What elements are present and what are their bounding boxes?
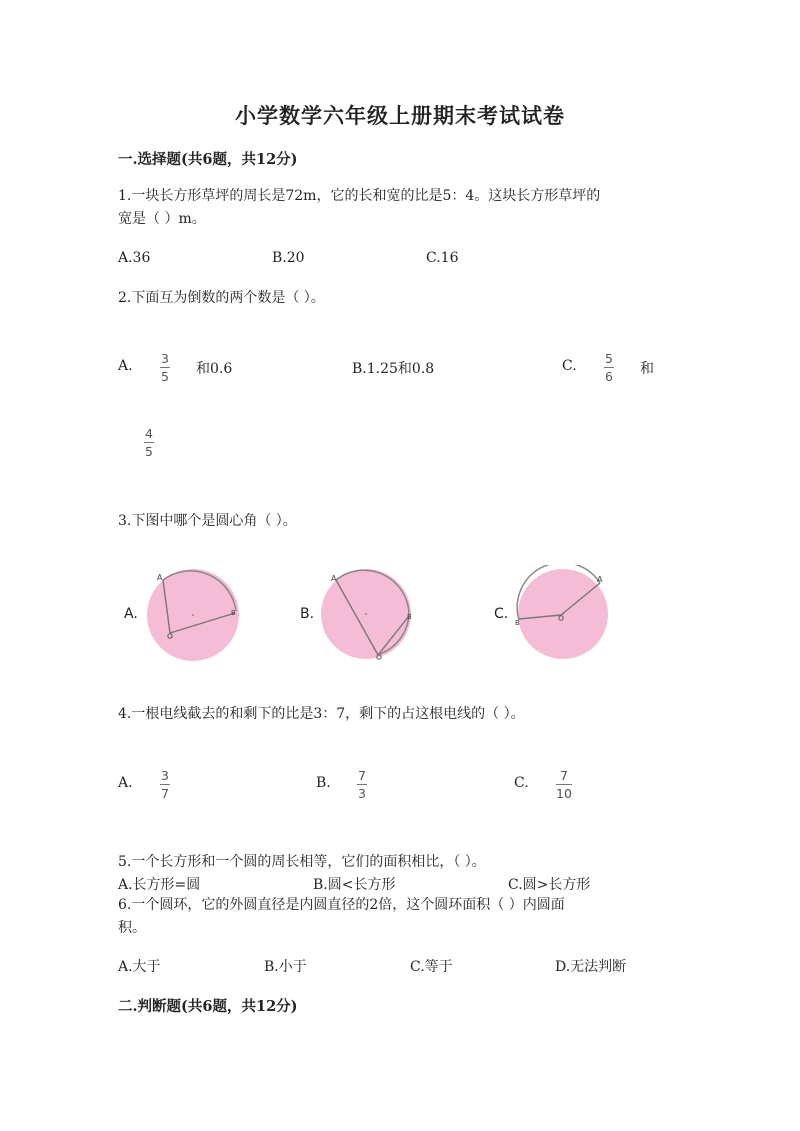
question-4-option-a-label[interactable]: A. bbox=[118, 775, 133, 791]
fraction-numerator: 3 bbox=[161, 351, 169, 366]
question-2-option-c-fraction bbox=[604, 351, 614, 384]
fraction-bar bbox=[144, 442, 154, 443]
fraction-denominator: 7 bbox=[161, 786, 169, 801]
fraction-denominator: 3 bbox=[358, 786, 366, 801]
circle-b-center-dot bbox=[365, 613, 367, 615]
section-heading-judgement: 二.判断题(共6题，共12分) bbox=[118, 998, 298, 1015]
circle-c-center-dot bbox=[562, 613, 564, 615]
circle-c-label-b: B bbox=[515, 619, 520, 627]
page-title: 小学数学六年级上册期末考试试卷 bbox=[235, 103, 565, 128]
question-1-line1: 1.一块长方形草坪的周长是72m，它的长和宽的比是5：4。这块长方形草坪的 bbox=[118, 188, 601, 204]
section-heading-choice: 一.选择题(共6题，共12分) bbox=[118, 151, 298, 168]
fraction-numerator: 5 bbox=[605, 351, 613, 366]
question-1-option-a[interactable]: A.36 bbox=[118, 250, 151, 266]
circle-figure-b bbox=[316, 565, 426, 665]
question-3-option-a-label[interactable]: A. bbox=[124, 606, 138, 622]
fraction-bar bbox=[604, 367, 614, 368]
circle-figure-a bbox=[140, 565, 250, 665]
question-4-option-b-fraction bbox=[357, 768, 367, 801]
question-6-line1: 6.一个圆环，它的外圆直径是内圆直径的2倍，这个圆环面积（ ）内圆面 bbox=[118, 897, 565, 913]
question-3-option-b-label[interactable]: B. bbox=[300, 606, 315, 622]
question-6-option-d[interactable]: D.无法判断 bbox=[555, 959, 627, 975]
question-6-line2: 积。 bbox=[118, 920, 146, 936]
fraction-bar bbox=[357, 784, 367, 785]
fraction-numerator: 7 bbox=[559, 768, 568, 783]
question-1-option-b[interactable]: B.20 bbox=[272, 250, 305, 266]
question-4-option-c-fraction bbox=[556, 768, 572, 801]
question-3-option-c-label[interactable]: C. bbox=[494, 606, 509, 622]
question-2-option-a-tail: 和0.6 bbox=[196, 361, 233, 377]
circle-b-label-a: A bbox=[331, 574, 337, 583]
question-5-stem: 5.一个长方形和一个圆的周长相等，它们的面积相比，（ ）。 bbox=[118, 854, 486, 870]
question-4-stem: 4.一根电线截去的和剩下的比是3：7，剩下的占这根电线的（ ）。 bbox=[118, 706, 525, 722]
question-2-option-a-label[interactable]: A. bbox=[118, 358, 133, 374]
question-2-option-c-tail: 和 bbox=[640, 361, 654, 377]
fraction-denominator: 6 bbox=[605, 369, 613, 384]
question-1-option-c[interactable]: C.16 bbox=[426, 250, 459, 266]
question-2-option-c-label[interactable]: C. bbox=[562, 358, 577, 374]
fraction-bar bbox=[160, 784, 170, 785]
question-5-option-c[interactable]: C.圆>长方形 bbox=[508, 877, 591, 893]
question-4-option-a-fraction bbox=[160, 768, 170, 801]
circle-b-label-b: B bbox=[407, 613, 412, 621]
fraction-denominator: 5 bbox=[145, 444, 153, 459]
fraction-bar bbox=[160, 367, 170, 368]
fraction-numerator: 7 bbox=[358, 768, 366, 783]
fraction-denominator: 10 bbox=[556, 786, 572, 801]
circle-a-label-b: B bbox=[231, 609, 236, 617]
question-6-option-c[interactable]: C.等于 bbox=[410, 959, 453, 975]
question-6-option-a[interactable]: A.大于 bbox=[118, 959, 161, 975]
fraction-bar bbox=[556, 784, 572, 785]
question-4-option-b-label[interactable]: B. bbox=[316, 775, 331, 791]
fraction-denominator: 5 bbox=[161, 369, 169, 384]
question-1-line2: 宽是（ ）m。 bbox=[118, 211, 206, 227]
fraction-numerator: 3 bbox=[161, 768, 169, 783]
question-4-option-c-label[interactable]: C. bbox=[514, 775, 529, 791]
circle-figure-c bbox=[510, 565, 620, 665]
circle-a-label-a: A bbox=[157, 573, 163, 582]
question-5-option-a[interactable]: A.长方形=圆 bbox=[118, 877, 201, 893]
question-3-stem: 3.下图中哪个是圆心角（ ）。 bbox=[118, 513, 297, 529]
question-2-option-a-fraction bbox=[160, 351, 170, 384]
question-2-stem: 2.下面互为倒数的两个数是（ ）。 bbox=[118, 290, 325, 306]
question-2-option-b[interactable]: B.1.25和0.8 bbox=[352, 361, 435, 377]
circle-c-label-a: A bbox=[597, 575, 603, 584]
circle-a-center-dot bbox=[192, 614, 194, 616]
fraction-numerator: 4 bbox=[145, 426, 153, 441]
question-2-option-c-second-fraction bbox=[144, 426, 154, 459]
question-5-option-b[interactable]: B.圆<长方形 bbox=[313, 877, 396, 893]
question-6-option-b[interactable]: B.小于 bbox=[264, 959, 307, 975]
